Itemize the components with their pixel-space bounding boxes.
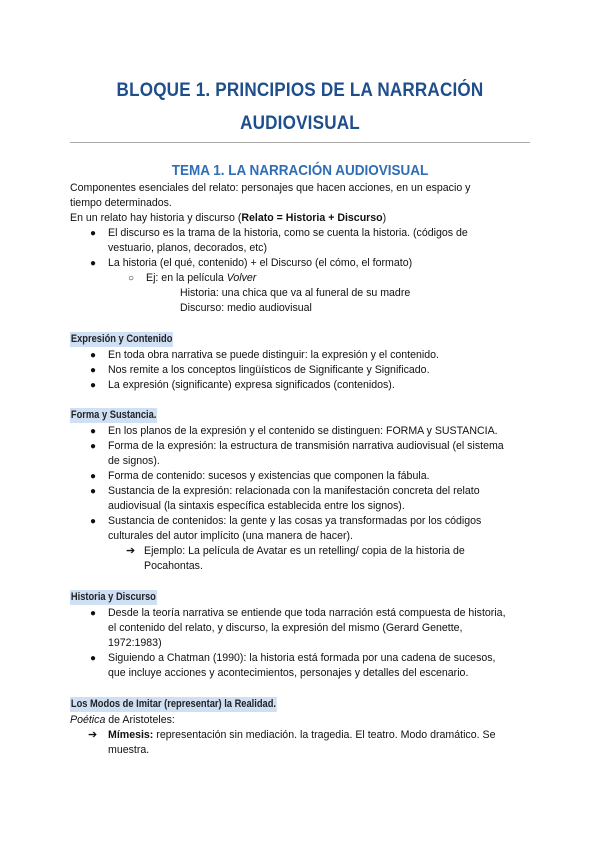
bullet-icon: ● bbox=[90, 228, 97, 239]
title-divider bbox=[70, 142, 530, 143]
poetica-author: de Aristoteles: bbox=[105, 714, 175, 726]
list-item: El discurso es la trama de la historia, como se cuenta la historia. (códigos de bbox=[108, 227, 468, 239]
list-item-cont: vestuario, planos, decorados, etc) bbox=[108, 242, 267, 254]
bullet-icon: ● bbox=[90, 350, 97, 361]
bullet-icon: ● bbox=[90, 516, 97, 527]
intro-line2: tiempo determinados. bbox=[70, 197, 172, 209]
list-item-cont: culturales del autor implícito (una manera de hacer). bbox=[108, 530, 353, 542]
bullet-icon: ● bbox=[90, 380, 97, 391]
list-item: Nos remite a los conceptos lingüísticos de Significante y Significado. bbox=[108, 364, 430, 376]
heading-historia-discurso: Historia y Discurso bbox=[70, 591, 156, 603]
intro-line1: Componentes esenciales del relato: personajes que hacen acciones, en un espacio y bbox=[70, 182, 471, 194]
arrow-item-cont: muestra. bbox=[108, 744, 150, 756]
list-item: Sustancia de contenidos: la gente y las cosas ya transformadas por los códigos bbox=[108, 515, 482, 527]
heading-expresion-contenido: Expresión y Contenido bbox=[70, 333, 173, 345]
intro-line3-pre: En un relato hay historia y discurso ( bbox=[70, 212, 242, 224]
poetica-title: Poética bbox=[70, 714, 106, 726]
list-item: La historia (el qué, contenido) + el Discurso (el cómo, el formato) bbox=[108, 257, 413, 269]
poetica-line bbox=[70, 713, 175, 728]
list-item-cont: el contenido del relato, y discurso, la expresión del mismo (Gerard Genette, bbox=[108, 622, 463, 634]
heading-forma-sustancia: Forma y Sustancia. bbox=[70, 409, 157, 421]
list-item-cont: que incluye acciones y acontecimientos, personajes y detalles del escenario. bbox=[108, 667, 469, 679]
intro-line3-post: ) bbox=[382, 212, 387, 224]
arrow-icon: ➔ bbox=[126, 545, 136, 557]
bullet-icon: ● bbox=[90, 441, 97, 452]
sub-list-item bbox=[146, 271, 256, 286]
arrow-item bbox=[108, 728, 495, 743]
list-item-cont: 1972:1983) bbox=[108, 637, 162, 649]
list-item: Forma de la expresión: la estructura de transmisión narrativa audiovisual (el sistema bbox=[108, 440, 504, 452]
document-title-line1: BLOQUE 1. PRINCIPIOS DE LA NARRACIÓN bbox=[116, 80, 484, 101]
list-item: En toda obra narrativa se puede distinguir: la expresión y el contenido. bbox=[108, 349, 439, 361]
list-item: En los planos de la expresión y el contenido se distinguen: FORMA y SUSTANCIA. bbox=[108, 425, 498, 437]
heading-modos-imitar: Los Modos de Imitar (representar) la Realidad. bbox=[70, 698, 277, 710]
section-title: TEMA 1. LA NARRACIÓN AUDIOVISUAL bbox=[171, 162, 429, 179]
arrow-item-cont: Pocahontas. bbox=[144, 560, 203, 572]
bullet-icon: ● bbox=[90, 471, 97, 482]
mimesis-definition: representación sin mediación. la tragedia. El teatro. Modo dramático. Se bbox=[153, 729, 496, 741]
list-item: Siguiendo a Chatman (1990): la historia está formada por una cadena de sucesos, bbox=[108, 652, 496, 664]
intro-line3 bbox=[70, 211, 386, 226]
list-item: Desde la teoría narrativa se entiende que toda narración está compuesta de historia, bbox=[108, 607, 506, 619]
bullet-icon: ● bbox=[90, 258, 97, 269]
bullet-icon: ● bbox=[90, 486, 97, 497]
film-title: Volver bbox=[226, 272, 257, 284]
bullet-icon: ● bbox=[90, 365, 97, 376]
list-item: Forma de contenido: sucesos y existencias que componen la fábula. bbox=[108, 470, 430, 482]
list-item: La expresión (significante) expresa significados (contenidos). bbox=[108, 379, 395, 391]
arrow-icon: ➔ bbox=[88, 729, 98, 741]
list-item-cont: audiovisual (la sintaxis específica establecida entre los signos). bbox=[108, 500, 405, 512]
mimesis-term: Mímesis: bbox=[108, 729, 154, 741]
list-item-cont: de signos). bbox=[108, 455, 160, 467]
circle-bullet-icon: ○ bbox=[128, 273, 135, 284]
arrow-item: Ejemplo: La película de Avatar es un retelling/ copia de la historia de bbox=[144, 545, 465, 557]
bullet-icon: ● bbox=[90, 653, 97, 664]
relato-formula: Relato = Historia + Discurso bbox=[241, 212, 383, 224]
bullet-icon: ● bbox=[90, 426, 97, 437]
example-label: Ej: en la película bbox=[146, 272, 227, 284]
list-item: Sustancia de la expresión: relacionada con la manifestación concreta del relato bbox=[108, 485, 480, 497]
sub-list-item-cont: Discurso: medio audiovisual bbox=[180, 302, 312, 314]
bullet-icon: ● bbox=[90, 608, 97, 619]
document-title-line2: AUDIOVISUAL bbox=[240, 113, 360, 134]
sub-list-item-cont: Historia: una chica que va al funeral de su madre bbox=[180, 287, 411, 299]
